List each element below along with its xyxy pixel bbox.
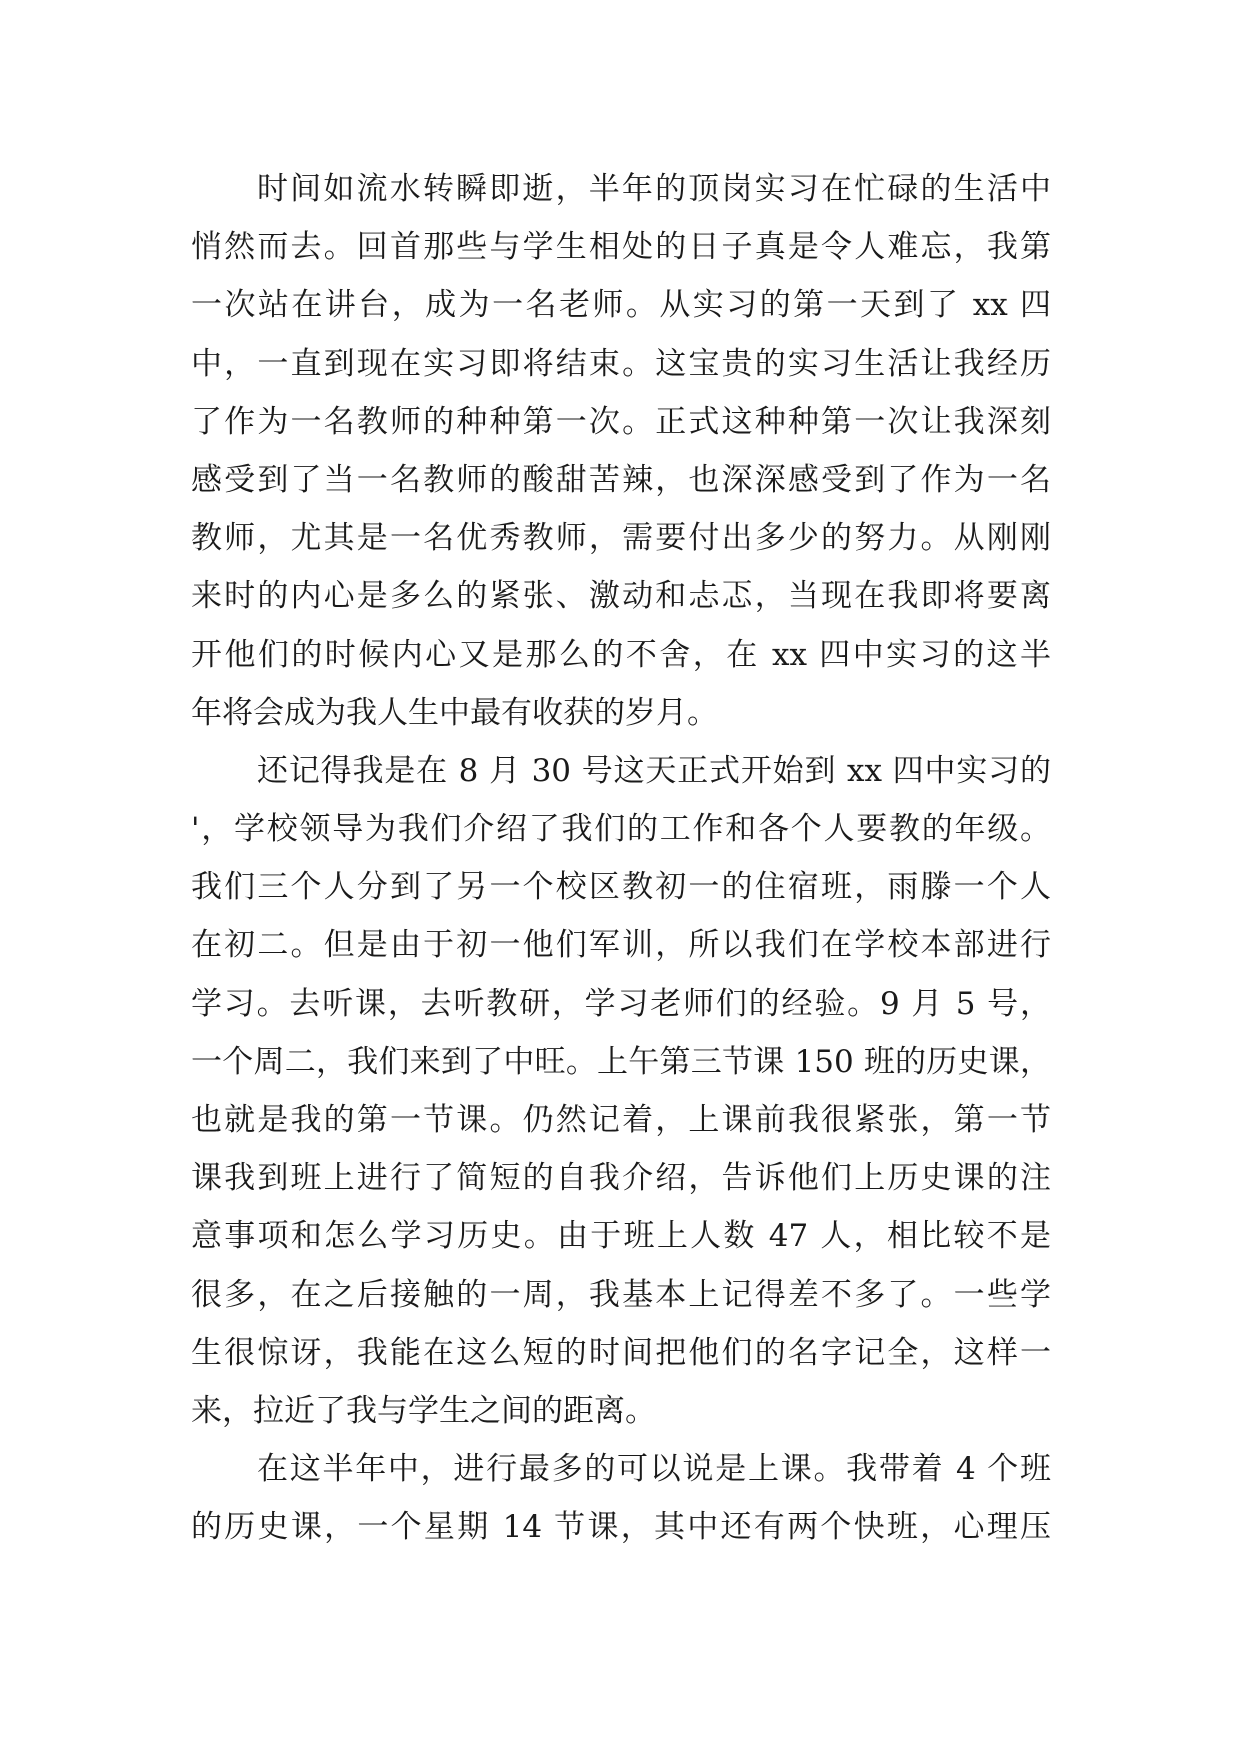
- text-line: 的历史课，一个星期 14 节课，其中还有两个快班，心理压: [191, 1509, 1051, 1546]
- text-line: '，学校领导为我们介绍了我们的工作和各个人要教的年级。: [191, 811, 1051, 848]
- text-line: 来，拉近了我与学生之间的距离。: [191, 1392, 656, 1429]
- body-text: [191, 160, 1051, 1557]
- text-line: 学习。去听课，去听教研，学习老师们的经验。9 月 5 号，: [191, 985, 1051, 1022]
- text-line: 中，一直到现在实习即将结束。这宝贵的实习生活让我经历: [191, 345, 1051, 382]
- text-line: 一次站在讲台，成为一名老师。从实习的第一天到了 xx 四: [191, 287, 1051, 324]
- text-line: 在初二。但是由于初一他们军训，所以我们在学校本部进行: [191, 927, 1051, 964]
- paragraph-1: [191, 160, 1051, 742]
- text-line: 在这半年中，进行最多的可以说是上课。我带着 4 个班: [257, 1451, 1051, 1488]
- text-line: 感受到了当一名教师的酸甜苦辣，也深深感受到了作为一名: [191, 461, 1051, 498]
- text-line: 很多，在之后接触的一周，我基本上记得差不多了。一些学: [191, 1276, 1051, 1313]
- text-line: 来时的内心是多么的紧张、激动和忐忑，当现在我即将要离: [191, 578, 1051, 615]
- paragraph-3: [191, 1440, 1051, 1556]
- text-line: 开他们的时候内心又是那么的不舍，在 xx 四中实习的这半: [191, 636, 1051, 673]
- text-line: 了作为一名教师的种种第一次。正式这种种第一次让我深刻: [191, 403, 1051, 440]
- text-line: 意事项和怎么学习历史。由于班上人数 47 人，相比较不是: [191, 1218, 1051, 1255]
- text-line: 教师，尤其是一名优秀教师，需要付出多少的努力。从刚刚: [191, 520, 1051, 557]
- text-line: 还记得我是在 8 月 30 号这天正式开始到 xx 四中实习的: [257, 752, 1051, 789]
- text-line: 也就是我的第一节课。仍然记着，上课前我很紧张，第一节: [191, 1102, 1051, 1138]
- text-line: 年将会成为我人生中最有收获的岁月。: [191, 694, 718, 731]
- paragraph-2: [191, 742, 1051, 1440]
- text-line: 悄然而去。回首那些与学生相处的日子真是令人难忘，我第: [191, 229, 1051, 266]
- text-line: 时间如流水转瞬即逝，半年的顶岗实习在忙碌的生活中: [257, 171, 1051, 207]
- text-line: 我们三个人分到了另一个校区教初一的住宿班，雨滕一个人: [191, 869, 1051, 906]
- text-line: 生很惊讶，我能在这么短的时间把他们的名字记全，这样一: [191, 1334, 1051, 1371]
- text-line: 课我到班上进行了简短的自我介绍，告诉他们上历史课的注: [191, 1160, 1051, 1197]
- text-line: 一个周二，我们来到了中旺。上午第三节课 150 班的历史课，: [191, 1043, 1051, 1080]
